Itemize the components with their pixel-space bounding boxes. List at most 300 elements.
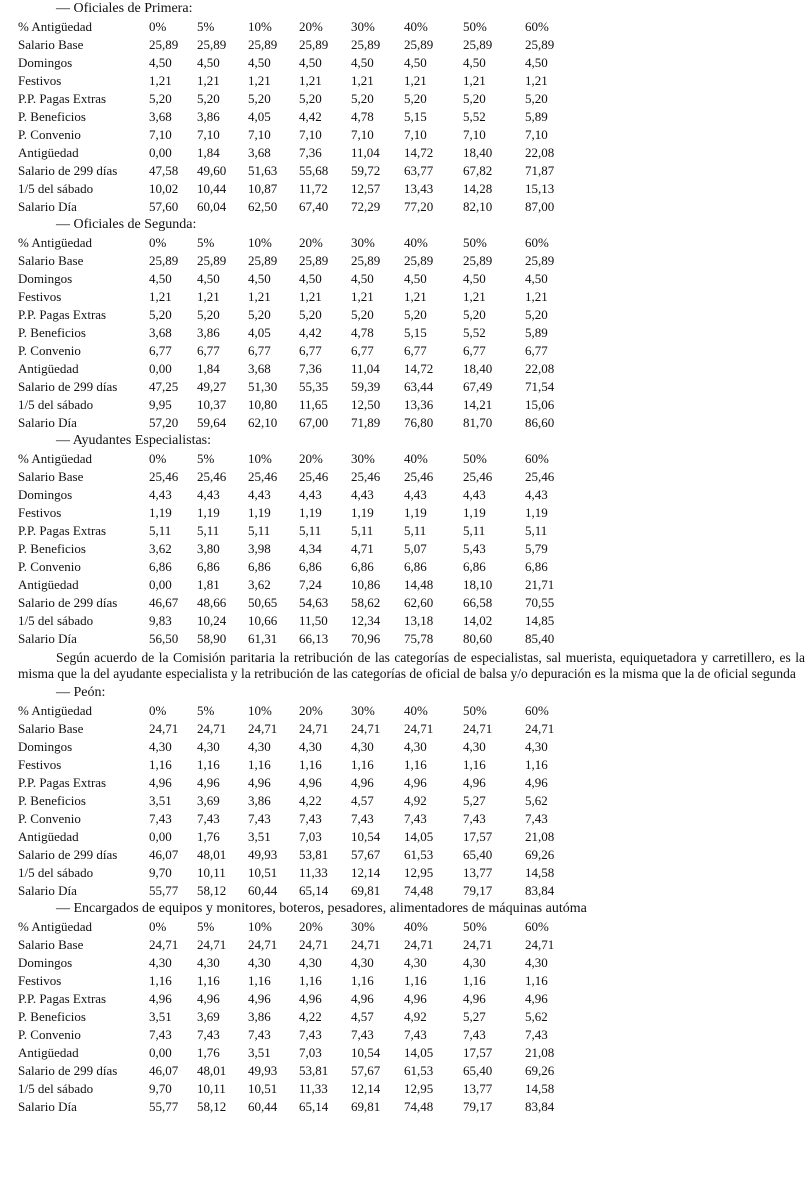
table-cell: 14,05: [404, 1045, 434, 1060]
table-cell: 1,21: [248, 289, 271, 304]
table-cell: 4,96: [351, 775, 374, 790]
row-label: Festivos: [18, 289, 62, 304]
table-cell: 24,71: [248, 937, 278, 952]
row-label: Salario Día: [18, 415, 77, 430]
table-cell: 7,43: [299, 811, 322, 826]
table-cell: 18,40: [463, 361, 493, 376]
table-cell: 17,57: [463, 829, 493, 844]
table-cell: 51,63: [248, 163, 278, 178]
table-row: [0, 360, 811, 378]
row-label: Salario Base: [18, 37, 84, 52]
table-cell: 11,33: [299, 1081, 328, 1096]
table-cell: 55,77: [149, 1099, 179, 1114]
table-cell: 3,51: [248, 829, 271, 844]
table-cell: 55,35: [299, 379, 329, 394]
table-cell: 21,08: [525, 829, 555, 844]
table-cell: 5,20: [463, 91, 486, 106]
row-label: P. Convenio: [18, 343, 81, 358]
table-cell: 7,10: [351, 127, 374, 142]
table-row: [0, 396, 811, 414]
table-cell: 4,96: [248, 775, 271, 790]
table-cell: 6,86: [463, 559, 486, 574]
table-cell: 53,81: [299, 1063, 329, 1078]
table-row: [0, 540, 811, 558]
table-cell: 57,67: [351, 847, 381, 862]
table-cell: 1,16: [404, 757, 427, 772]
antiguedad-header-label: % Antigüedad: [18, 919, 93, 934]
table-cell: 4,96: [463, 991, 486, 1006]
table-row: [0, 126, 811, 144]
table-cell: 69,26: [525, 847, 555, 862]
table-cell: 4,30: [197, 955, 220, 970]
table-cell: 10,02: [149, 181, 179, 196]
column-header: 60%: [525, 19, 549, 34]
table-cell: 25,89: [463, 37, 493, 52]
table-cell: 1,76: [197, 1045, 220, 1060]
salary-block-peon: [0, 684, 811, 900]
table-cell: 22,08: [525, 361, 555, 376]
table-row: [0, 288, 811, 306]
table-cell: 71,87: [525, 163, 555, 178]
table-cell: 49,60: [197, 163, 227, 178]
table-cell: 7,43: [149, 1027, 172, 1042]
table-cell: 4,96: [299, 991, 322, 1006]
table-cell: 4,50: [149, 55, 172, 70]
table-cell: 10,66: [248, 613, 278, 628]
table-cell: 25,46: [197, 469, 227, 484]
table-cell: 58,12: [197, 883, 227, 898]
table-cell: 12,34: [351, 613, 381, 628]
table-cell: 4,96: [299, 775, 322, 790]
row-label: Antigüedad: [18, 361, 79, 376]
table-cell: 21,71: [525, 577, 555, 592]
table-cell: 5,20: [197, 307, 220, 322]
table-cell: 61,53: [404, 1063, 434, 1078]
table-cell: 24,71: [351, 721, 381, 736]
table-cell: 58,12: [197, 1099, 227, 1114]
table-cell: 25,89: [351, 253, 381, 268]
table-cell: 63,77: [404, 163, 434, 178]
table-cell: 61,31: [248, 631, 278, 646]
column-header: 20%: [299, 703, 323, 718]
table-cell: 63,44: [404, 379, 434, 394]
table-cell: 76,80: [404, 415, 434, 430]
column-header: 60%: [525, 235, 549, 250]
table-cell: 10,37: [197, 397, 227, 412]
table-cell: 4,96: [463, 775, 486, 790]
table-cell: 4,43: [299, 487, 322, 502]
table-cell: 24,71: [463, 937, 493, 952]
table-cell: 1,21: [404, 73, 427, 88]
table-cell: 4,92: [404, 793, 427, 808]
table-cell: 50,65: [248, 595, 278, 610]
row-label: Salario de 299 días: [18, 163, 118, 178]
table-cell: 4,43: [248, 487, 271, 502]
table-cell: 3,86: [248, 793, 271, 808]
table-cell: 65,40: [463, 1063, 493, 1078]
table-cell: 3,86: [248, 1009, 271, 1024]
row-label: Salario Base: [18, 253, 84, 268]
table-cell: 5,20: [404, 91, 427, 106]
table-cell: 24,71: [299, 721, 329, 736]
table-row: [0, 1008, 811, 1026]
row-label: 1/5 del sábado: [18, 1081, 94, 1096]
table-cell: 25,89: [404, 253, 434, 268]
table-cell: 1,76: [197, 829, 220, 844]
table-row: [0, 1080, 811, 1098]
table-cell: 10,87: [248, 181, 278, 196]
column-header: 10%: [248, 451, 272, 466]
table-cell: 70,55: [525, 595, 555, 610]
table-cell: 69,81: [351, 1099, 381, 1114]
table-cell: 22,08: [525, 145, 555, 160]
table-cell: 6,77: [149, 343, 172, 358]
table-cell: 12,14: [351, 1081, 381, 1096]
table-cell: 12,50: [351, 397, 381, 412]
table-cell: 1,19: [525, 505, 548, 520]
table-cell: 57,60: [149, 199, 179, 214]
table-cell: 4,22: [299, 793, 322, 808]
table-cell: 13,77: [463, 865, 493, 880]
row-label: Domingos: [18, 55, 73, 70]
table-cell: 7,43: [404, 811, 427, 826]
table-cell: 47,58: [149, 163, 179, 178]
table-cell: 14,21: [463, 397, 493, 412]
table-row: [0, 612, 811, 630]
table-cell: 3,51: [248, 1045, 271, 1060]
table-cell: 11,72: [299, 181, 328, 196]
table-cell: 24,71: [248, 721, 278, 736]
table-cell: 25,89: [299, 253, 329, 268]
table-header-row: [0, 702, 811, 720]
table-cell: 24,71: [149, 721, 179, 736]
table-cell: 0,00: [149, 577, 172, 592]
row-label: 1/5 del sábado: [18, 613, 94, 628]
row-label: Festivos: [18, 973, 62, 988]
column-header: 10%: [248, 235, 272, 250]
table-cell: 4,30: [351, 739, 374, 754]
table-row: [0, 1044, 811, 1062]
table-row: [0, 522, 811, 540]
table-cell: 24,71: [525, 721, 555, 736]
row-label: 1/5 del sábado: [18, 865, 94, 880]
table-row: [0, 270, 811, 288]
table-cell: 4,50: [248, 271, 271, 286]
column-header: 50%: [463, 703, 487, 718]
table-cell: 25,46: [404, 469, 434, 484]
table-cell: 1,21: [404, 289, 427, 304]
table-cell: 6,77: [299, 343, 322, 358]
table-cell: 1,21: [248, 73, 271, 88]
table-cell: 60,04: [197, 199, 227, 214]
table-cell: 1,19: [248, 505, 271, 520]
row-label: P.P. Pagas Extras: [18, 523, 107, 538]
table-cell: 4,78: [351, 109, 374, 124]
table-cell: 1,16: [463, 757, 486, 772]
table-row: [0, 954, 811, 972]
table-row: [0, 180, 811, 198]
table-cell: 4,30: [197, 739, 220, 754]
row-label: Antigüedad: [18, 1045, 79, 1060]
table-cell: 24,71: [525, 937, 555, 952]
column-header: 30%: [351, 919, 375, 934]
table-cell: 25,46: [525, 469, 555, 484]
table-cell: 4,96: [248, 991, 271, 1006]
table-cell: 48,66: [197, 595, 227, 610]
row-label: Domingos: [18, 739, 73, 754]
table-cell: 46,07: [149, 1063, 179, 1078]
table-cell: 75,78: [404, 631, 434, 646]
table-row: [0, 36, 811, 54]
table-cell: 5,11: [197, 523, 220, 538]
table-cell: 4,43: [351, 487, 374, 502]
table-cell: 62,10: [248, 415, 278, 430]
table-cell: 6,77: [197, 343, 220, 358]
table-cell: 4,71: [351, 541, 374, 556]
table-cell: 24,71: [463, 721, 493, 736]
table-cell: 4,43: [149, 487, 172, 502]
table-cell: 13,36: [404, 397, 434, 412]
table-cell: 0,00: [149, 829, 172, 844]
table-cell: 3,68: [248, 145, 271, 160]
table-cell: 14,58: [525, 865, 555, 880]
row-label: P. Beneficios: [18, 325, 86, 340]
table-cell: 54,63: [299, 595, 329, 610]
table-cell: 49,93: [248, 847, 278, 862]
comision-paritaria-note: Según acuerdo de la Comisión paritaria la retribución de las categorías de especialistas, sal muerista, equiquetadora y carretillero, es la misma que la del ayudante especialista y la retribución de las categorías de oficial de balsa y/o depuración es la misma que la de oficial segunda: [18, 650, 805, 681]
row-label: P. Beneficios: [18, 793, 86, 808]
table-cell: 12,57: [351, 181, 381, 196]
antiguedad-header-label: % Antigüedad: [18, 235, 93, 250]
table-cell: 5,20: [149, 91, 172, 106]
table-cell: 9,83: [149, 613, 172, 628]
table-cell: 24,71: [149, 937, 179, 952]
column-header: 0%: [149, 703, 167, 718]
table-cell: 25,89: [525, 37, 555, 52]
salary-block-encargados: [0, 900, 811, 1116]
table-cell: 86,60: [525, 415, 555, 430]
section-title: — Peón:: [56, 685, 106, 700]
table-cell: 3,86: [197, 325, 220, 340]
table-cell: 62,60: [404, 595, 434, 610]
table-cell: 0,00: [149, 1045, 172, 1060]
table-cell: 59,39: [351, 379, 381, 394]
table-cell: 4,50: [463, 271, 486, 286]
table-cell: 7,43: [149, 811, 172, 826]
table-cell: 0,00: [149, 361, 172, 376]
table-cell: 65,40: [463, 847, 493, 862]
table-cell: 56,50: [149, 631, 179, 646]
table-cell: 10,54: [351, 1045, 381, 1060]
table-cell: 11,50: [299, 613, 328, 628]
table-row: [0, 936, 811, 954]
table-cell: 4,30: [149, 739, 172, 754]
table-cell: 4,50: [299, 55, 322, 70]
table-cell: 3,69: [197, 1009, 220, 1024]
table-cell: 7,36: [299, 145, 322, 160]
row-label: Salario Base: [18, 469, 84, 484]
table-row: [0, 378, 811, 396]
table-cell: 14,85: [525, 613, 555, 628]
table-cell: 1,19: [351, 505, 374, 520]
table-cell: 7,10: [299, 127, 322, 142]
table-cell: 4,43: [525, 487, 548, 502]
table-cell: 6,77: [463, 343, 486, 358]
table-cell: 1,19: [299, 505, 322, 520]
row-label: 1/5 del sábado: [18, 181, 94, 196]
table-cell: 6,86: [248, 559, 271, 574]
table-cell: 7,43: [463, 811, 486, 826]
table-row: [0, 558, 811, 576]
table-cell: 4,42: [299, 109, 322, 124]
table-cell: 4,05: [248, 325, 271, 340]
row-label: Antigüedad: [18, 577, 79, 592]
table-cell: 24,71: [299, 937, 329, 952]
table-cell: 71,54: [525, 379, 555, 394]
table-cell: 13,77: [463, 1081, 493, 1096]
table-cell: 5,52: [463, 325, 486, 340]
table-cell: 4,30: [525, 955, 548, 970]
table-cell: 58,62: [351, 595, 381, 610]
table-cell: 1,21: [463, 289, 486, 304]
table-row: [0, 846, 811, 864]
table-cell: 67,49: [463, 379, 493, 394]
table-cell: 4,78: [351, 325, 374, 340]
table-row: [0, 486, 811, 504]
table-cell: 21,08: [525, 1045, 555, 1060]
table-cell: 24,71: [197, 721, 227, 736]
table-cell: 17,57: [463, 1045, 493, 1060]
table-cell: 4,57: [351, 1009, 374, 1024]
table-cell: 10,80: [248, 397, 278, 412]
table-cell: 25,89: [197, 253, 227, 268]
table-cell: 5,20: [525, 91, 548, 106]
table-cell: 4,43: [404, 487, 427, 502]
table-cell: 4,96: [404, 991, 427, 1006]
table-cell: 7,03: [299, 1045, 322, 1060]
column-header: 20%: [299, 919, 323, 934]
table-cell: 60,44: [248, 1099, 278, 1114]
table-row: [0, 324, 811, 342]
column-header: 10%: [248, 703, 272, 718]
table-cell: 12,95: [404, 865, 434, 880]
table-cell: 4,50: [248, 55, 271, 70]
table-row: [0, 972, 811, 990]
table-cell: 5,43: [463, 541, 486, 556]
table-cell: 4,96: [149, 775, 172, 790]
table-cell: 1,16: [248, 757, 271, 772]
table-cell: 69,26: [525, 1063, 555, 1078]
table-cell: 48,01: [197, 1063, 227, 1078]
table-row: [0, 720, 811, 738]
row-label: Salario de 299 días: [18, 595, 118, 610]
table-cell: 69,81: [351, 883, 381, 898]
table-cell: 7,43: [351, 811, 374, 826]
table-cell: 5,20: [248, 91, 271, 106]
table-cell: 4,50: [351, 271, 374, 286]
table-cell: 4,43: [197, 487, 220, 502]
table-cell: 25,46: [351, 469, 381, 484]
table-cell: 57,67: [351, 1063, 381, 1078]
table-cell: 25,89: [525, 253, 555, 268]
column-header: 30%: [351, 19, 375, 34]
table-cell: 1,81: [197, 577, 220, 592]
table-cell: 25,89: [149, 37, 179, 52]
table-cell: 59,64: [197, 415, 227, 430]
table-cell: 10,51: [248, 865, 278, 880]
table-cell: 4,96: [197, 991, 220, 1006]
table-cell: 72,29: [351, 199, 381, 214]
table-cell: 3,69: [197, 793, 220, 808]
table-row: [0, 468, 811, 486]
table-cell: 4,42: [299, 325, 322, 340]
table-cell: 79,17: [463, 883, 493, 898]
table-cell: 4,30: [299, 955, 322, 970]
table-cell: 1,16: [351, 973, 374, 988]
column-header: 50%: [463, 451, 487, 466]
table-cell: 3,62: [149, 541, 172, 556]
table-cell: 7,10: [463, 127, 486, 142]
table-cell: 71,89: [351, 415, 381, 430]
row-label: Festivos: [18, 757, 62, 772]
table-cell: 57,20: [149, 415, 179, 430]
table-cell: 24,71: [404, 721, 434, 736]
table-row: [0, 630, 811, 648]
table-cell: 1,16: [525, 757, 548, 772]
table-cell: 3,51: [149, 793, 172, 808]
table-cell: 10,51: [248, 1081, 278, 1096]
table-cell: 7,43: [525, 1027, 548, 1042]
table-cell: 6,86: [351, 559, 374, 574]
table-row: [0, 864, 811, 882]
table-row: [0, 1098, 811, 1116]
table-cell: 4,96: [404, 775, 427, 790]
table-cell: 66,58: [463, 595, 493, 610]
table-cell: 25,46: [149, 469, 179, 484]
table-cell: 10,11: [197, 1081, 226, 1096]
table-cell: 7,03: [299, 829, 322, 844]
table-cell: 1,19: [463, 505, 486, 520]
table-cell: 6,86: [197, 559, 220, 574]
table-row: [0, 792, 811, 810]
table-cell: 1,16: [299, 757, 322, 772]
table-cell: 4,50: [404, 55, 427, 70]
table-cell: 7,10: [525, 127, 548, 142]
table-cell: 7,43: [248, 1027, 271, 1042]
column-header: 60%: [525, 451, 549, 466]
table-cell: 25,89: [404, 37, 434, 52]
row-label: Antigüedad: [18, 829, 79, 844]
row-label: P.P. Pagas Extras: [18, 775, 107, 790]
column-header: 10%: [248, 919, 272, 934]
column-header: 5%: [197, 703, 215, 718]
table-cell: 4,30: [351, 955, 374, 970]
row-label: Salario Base: [18, 937, 84, 952]
table-cell: 10,11: [197, 865, 226, 880]
table-cell: 13,18: [404, 613, 434, 628]
table-cell: 77,20: [404, 199, 434, 214]
table-cell: 5,11: [463, 523, 486, 538]
table-cell: 1,16: [197, 973, 220, 988]
table-cell: 12,95: [404, 1081, 434, 1096]
table-cell: 58,90: [197, 631, 227, 646]
table-cell: 4,50: [463, 55, 486, 70]
table-cell: 5,07: [404, 541, 427, 556]
table-cell: 1,16: [351, 757, 374, 772]
row-label: Festivos: [18, 505, 62, 520]
column-header: 5%: [197, 19, 215, 34]
table-cell: 25,89: [248, 37, 278, 52]
